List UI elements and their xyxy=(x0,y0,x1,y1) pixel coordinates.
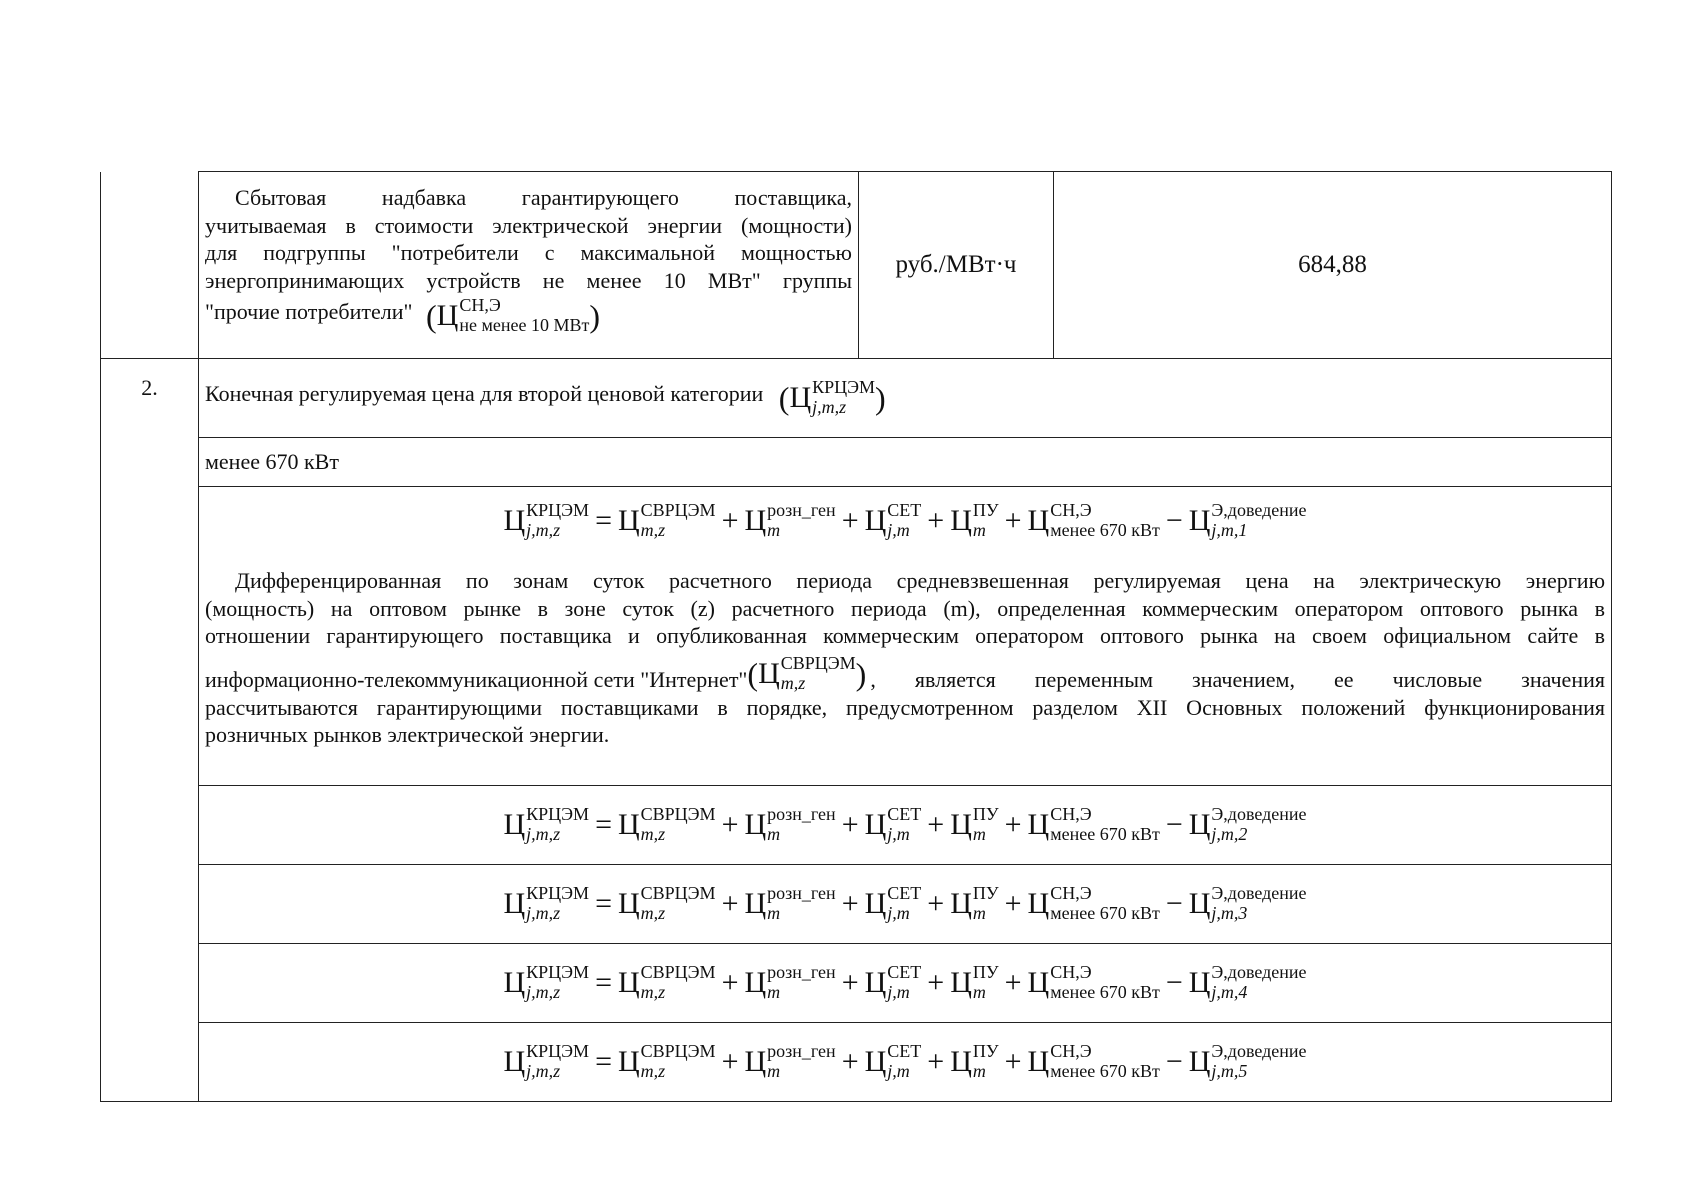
price-symbol-letter: Ц xyxy=(1027,887,1050,920)
price-symbol-letter: Ц xyxy=(864,1045,887,1078)
formula-superscript: СЕТ xyxy=(887,1041,922,1061)
formula-script xyxy=(526,805,589,843)
price-symbol-letter: Ц xyxy=(617,504,640,537)
formula-subscript: m,z xyxy=(780,672,806,693)
formula-script xyxy=(767,501,836,539)
formula-operator: + xyxy=(1004,887,1022,920)
formula-term xyxy=(865,1042,922,1082)
formula-script xyxy=(973,805,999,843)
formula-superscript: СН,Э xyxy=(1050,883,1092,903)
formula-subscript: менее 670 кВт xyxy=(1050,520,1160,540)
formula-term xyxy=(503,501,589,541)
formula-parenthesis: ( xyxy=(747,655,759,692)
formula-subscript: j,m,4 xyxy=(1211,982,1248,1002)
formula-script xyxy=(973,501,999,539)
formula-superscript: СЕТ xyxy=(887,500,922,520)
formula-superscript: КРЦЭМ xyxy=(526,804,590,824)
price-formula xyxy=(205,963,1605,1003)
price-symbol xyxy=(426,296,600,336)
formula-superscript: СЕТ xyxy=(887,962,922,982)
paragraph-line-with-symbol: информационно-телекоммуникационной сети "Интернет" ( Ц СВРЦЭМ m,z ) , является переменным значением, ее числовые значения xyxy=(205,652,1605,693)
formula-subscript: m xyxy=(767,824,781,844)
formula-script xyxy=(887,1042,921,1080)
price-symbol-letter: Ц xyxy=(503,808,526,841)
price-symbol-letter: Ц xyxy=(950,1045,972,1078)
formula-superscript: СН,Э xyxy=(1050,1041,1092,1061)
price-symbol-letter: Ц xyxy=(617,808,640,841)
formula-term xyxy=(618,805,716,845)
formula-term xyxy=(865,963,922,1003)
formula-operator: + xyxy=(927,1045,945,1078)
formula-operator: − xyxy=(1165,966,1183,999)
formula-script xyxy=(767,1042,836,1080)
formula-superscript: СВРЦЭМ xyxy=(640,962,716,982)
wholesale-price-symbol xyxy=(747,654,866,694)
price-symbol-letter: Ц xyxy=(503,887,526,920)
formula-subscript: m xyxy=(972,520,986,540)
price-symbol-letter: Ц xyxy=(1188,966,1211,999)
price-formula xyxy=(205,805,1605,845)
formula-term xyxy=(950,501,998,541)
formula-superscript: КРЦЭМ xyxy=(526,500,590,520)
price-symbol-letter: Ц xyxy=(1188,887,1211,920)
formula-term xyxy=(745,501,836,541)
formula-term xyxy=(745,884,836,924)
value-cell: 684,88 xyxy=(1054,172,1612,359)
price-symbol-letter: Ц xyxy=(1188,808,1211,841)
formula-operator: − xyxy=(1165,808,1183,841)
formula-script xyxy=(1050,884,1160,922)
formula-script xyxy=(1211,805,1306,843)
formula-term xyxy=(503,963,589,1003)
formula-operator: + xyxy=(721,504,739,537)
formula-parenthesis: ) xyxy=(875,380,886,416)
price-symbol-letter: Ц xyxy=(744,887,767,920)
price-symbol-letter: Ц xyxy=(617,966,640,999)
formula-script xyxy=(641,805,716,843)
formula-script xyxy=(1211,963,1306,1001)
desc-line: учитываемая в стоимости электрической энергии (мощности) xyxy=(205,212,852,238)
formula-term xyxy=(503,805,589,845)
formula-script xyxy=(526,884,589,922)
desc-line-with-symbol xyxy=(205,296,852,336)
formula-script xyxy=(767,805,836,843)
price-symbol-letter: Ц xyxy=(864,808,887,841)
formula-subscript: m xyxy=(972,1061,986,1081)
formula-term xyxy=(1189,963,1307,1003)
formula-term xyxy=(745,1042,836,1082)
table-row-sales-markup xyxy=(101,172,1612,359)
formula-subscript: j,m xyxy=(887,1061,910,1081)
formula-parenthesis: ( xyxy=(778,380,790,416)
formula-operator: + xyxy=(841,966,859,999)
formula-script xyxy=(1050,963,1160,1001)
formula-superscript: КРЦЭМ xyxy=(526,883,590,903)
formula-subscript: j,m,z xyxy=(812,397,847,417)
formula-operator: − xyxy=(1165,504,1183,537)
formula-term xyxy=(1028,805,1160,845)
price-symbol-letter: Ц xyxy=(1027,966,1050,999)
formula-cell xyxy=(199,944,1612,1023)
formula-term xyxy=(1028,501,1160,541)
price-symbol-letter: Ц xyxy=(1188,504,1211,537)
formula-subscript: m xyxy=(767,1061,781,1081)
price-symbol-letter: Ц xyxy=(950,966,972,999)
formula-operator: + xyxy=(927,887,945,920)
formula-subscript: m xyxy=(972,982,986,1002)
formula-script xyxy=(887,501,921,539)
formula-subscript: j,m,z xyxy=(526,903,561,923)
formula-subscript: j,m xyxy=(887,824,910,844)
price-symbol-letter: Ц xyxy=(503,504,526,537)
formula-superscript: розн_ген xyxy=(767,962,836,982)
formula-parenthesis: ) xyxy=(855,655,867,692)
formula-script xyxy=(973,963,999,1001)
formula-operator: − xyxy=(1165,887,1183,920)
formula-subscript: j,m,z xyxy=(526,520,561,540)
formula-subscript: менее 670 кВт xyxy=(1050,903,1160,923)
tariff-table xyxy=(100,171,1612,1102)
formula-superscript: розн_ген xyxy=(767,1041,836,1061)
formula-superscript: ПУ xyxy=(972,804,999,824)
formula-script xyxy=(973,1042,999,1080)
formula-operator: + xyxy=(721,966,739,999)
formula-subscript: m,z xyxy=(640,903,666,923)
formula-superscript: розн_ген xyxy=(767,883,836,903)
price-symbol-letter: Ц xyxy=(503,966,526,999)
formula-script xyxy=(526,963,589,1001)
formula-term xyxy=(865,501,922,541)
price-symbol-letter: Ц xyxy=(744,966,767,999)
formula-cell xyxy=(199,487,1612,786)
row-number-cell xyxy=(101,172,199,359)
formula-script xyxy=(1211,501,1306,539)
formula-subscript: m,z xyxy=(640,520,666,540)
formula-superscript: ПУ xyxy=(972,962,999,982)
formula-subscript: j,m xyxy=(887,903,910,923)
row-number-cell: 2. xyxy=(101,359,199,1102)
formula-script xyxy=(887,963,921,1001)
formula-cell xyxy=(199,1023,1612,1102)
formula-superscript: Э,доведение xyxy=(1211,500,1307,520)
table-row-formula-zone-3 xyxy=(101,865,1612,944)
price-formula xyxy=(205,501,1605,541)
desc-line: для подгруппы "потребители с максимальной мощностью xyxy=(205,240,852,265)
formula-term xyxy=(745,963,836,1003)
formula-script xyxy=(1050,1042,1160,1080)
formula-term xyxy=(950,963,998,1003)
formula-script xyxy=(973,884,999,922)
formula-parenthesis: ) xyxy=(589,298,600,334)
formula-operator: + xyxy=(927,504,945,537)
price-symbol-sup: СН,Э xyxy=(459,295,501,315)
formula-script xyxy=(1211,884,1306,922)
price-symbol-letter: Ц xyxy=(950,504,972,537)
formula-term xyxy=(1189,501,1307,541)
formula-term xyxy=(1189,884,1307,924)
formula-superscript: СЕТ xyxy=(887,883,922,903)
formula-operator: − xyxy=(1165,1045,1183,1078)
subheading-cell: менее 670 кВт xyxy=(199,438,1612,487)
formula-operator: + xyxy=(841,504,859,537)
formula-term xyxy=(865,884,922,924)
formula-script xyxy=(641,1042,716,1080)
price-symbol-letter: Ц xyxy=(617,887,640,920)
formula-superscript: ПУ xyxy=(972,1041,999,1061)
unit-cell: руб./МВт·ч xyxy=(859,172,1054,359)
formula-term xyxy=(950,884,998,924)
description-cell xyxy=(199,172,859,359)
formula-superscript: СВРЦЭМ xyxy=(640,804,716,824)
formula-term xyxy=(1028,884,1160,924)
desc-line: Сбытовая надбавка гарантирующего поставщика, xyxy=(235,185,852,210)
price-symbol-letter: Ц xyxy=(436,299,459,332)
formula-term xyxy=(618,884,716,924)
price-symbol-letter: Ц xyxy=(789,381,812,414)
formula-term xyxy=(865,805,922,845)
formula-subscript: j,m,1 xyxy=(1211,520,1248,540)
formula-subscript: j,m,3 xyxy=(1211,903,1248,923)
price-symbol-letter: Ц xyxy=(744,1045,767,1078)
formula-script xyxy=(887,805,921,843)
formula-term xyxy=(1189,1042,1307,1082)
formula-term xyxy=(950,805,998,845)
formula-superscript: розн_ген xyxy=(767,804,836,824)
formula-superscript: КРЦЭМ xyxy=(526,1041,590,1061)
formula-superscript: розн_ген xyxy=(767,500,836,520)
formula-operator: = xyxy=(595,887,612,920)
formula-superscript: СЕТ xyxy=(887,804,922,824)
formula-superscript: СН,Э xyxy=(1050,500,1092,520)
formula-operator: + xyxy=(841,887,859,920)
formula-operator: + xyxy=(721,1045,739,1078)
price-formula xyxy=(205,1042,1605,1082)
formula-operator: + xyxy=(1004,504,1022,537)
formula-superscript: Э,доведение xyxy=(1211,883,1307,903)
price-symbol-letter: Ц xyxy=(864,887,887,920)
formula-term xyxy=(503,884,589,924)
formula-operator: + xyxy=(721,887,739,920)
formula-term xyxy=(618,501,716,541)
formula-subscript: m xyxy=(767,903,781,923)
formula-script xyxy=(1211,1042,1306,1080)
definition-paragraph: Дифференцированная по зонам суток расчетного периода средневзвешенная регулируемая цена на электрическую энергию (мощность) на оптовом рынке в зоне суток (z) расчетного периода (m), определенная коммерческим оператором оптового рынка в отношении гарантирующего поставщика и опубликованная коммерческим оператором оптового рынка на своем официальном сайте в информационно-телекоммуникационной сети "Интернет" ( Ц СВРЦЭМ m,z ) , является переменным значением, ее числовые значения рассчитываются гарантирующими поставщиками в порядке, предусмотренном разделом XII Основных положений функционирования розничных рынков электрической энергии. xyxy=(205,568,1605,747)
desc-line: энергопринимающих устройств не менее 10 МВт" группы xyxy=(205,267,852,293)
formula-superscript: СВРЦЭМ xyxy=(780,652,856,673)
formula-term xyxy=(618,963,716,1003)
formula-superscript: СН,Э xyxy=(1050,804,1092,824)
price-symbol-letter: Ц xyxy=(950,808,972,841)
formula-script xyxy=(526,501,589,539)
formula-term xyxy=(618,1042,716,1082)
formula-subscript: j,m,z xyxy=(526,824,561,844)
formula-parenthesis: ( xyxy=(426,298,437,334)
formula-term xyxy=(1028,963,1160,1003)
formula-subscript: j,m,z xyxy=(526,982,561,1002)
price-symbol-letter: Ц xyxy=(1027,1045,1050,1078)
section-title: Конечная регулируемая цена для второй ценовой категории xyxy=(205,381,764,406)
formula-script xyxy=(767,884,836,922)
formula-subscript: j,m,z xyxy=(526,1061,561,1081)
formula-script xyxy=(526,1042,589,1080)
formula-script xyxy=(641,963,716,1001)
table-row-subheading xyxy=(101,438,1612,487)
price-symbol-letter: Ц xyxy=(1188,1045,1211,1078)
formula-term xyxy=(503,1042,589,1082)
formula-script xyxy=(1050,805,1160,843)
price-symbol-letter: Ц xyxy=(1027,808,1050,841)
formula-superscript: Э,доведение xyxy=(1211,1041,1307,1061)
price-symbol-letter: Ц xyxy=(758,656,780,690)
formula-operator: = xyxy=(595,966,612,999)
table-row-section-title xyxy=(101,359,1612,438)
price-symbol-letter: Ц xyxy=(1027,504,1050,537)
formula-subscript: j,m,2 xyxy=(1211,824,1248,844)
formula-script xyxy=(1050,501,1160,539)
formula-cell xyxy=(199,786,1612,865)
price-symbol-letter: Ц xyxy=(864,504,887,537)
table-row-formula-zone-4 xyxy=(101,944,1612,1023)
formula-cell xyxy=(199,865,1612,944)
formula-operator: + xyxy=(841,1045,859,1078)
formula-operator: + xyxy=(1004,808,1022,841)
formula-script xyxy=(887,884,921,922)
price-symbol-letter: Ц xyxy=(744,504,767,537)
formula-subscript: m xyxy=(972,824,986,844)
formula-superscript: СВРЦЭМ xyxy=(640,500,716,520)
formula-subscript: j,m,5 xyxy=(1211,1061,1248,1081)
section-title-cell xyxy=(199,359,1612,438)
price-symbol-letter: Ц xyxy=(617,1045,640,1078)
desc-line: "прочие потребители" xyxy=(205,299,413,324)
formula-term xyxy=(745,805,836,845)
formula-superscript: ПУ xyxy=(972,883,999,903)
formula-script xyxy=(641,884,716,922)
formula-subscript: m xyxy=(767,520,781,540)
formula-superscript: КРЦЭМ xyxy=(526,962,590,982)
formula-script xyxy=(459,296,589,334)
price-symbol-letter: Ц xyxy=(864,966,887,999)
formula-subscript: менее 670 кВт xyxy=(1050,824,1160,844)
price-symbol-sub: не менее 10 МВт xyxy=(459,315,590,335)
formula-superscript: СН,Э xyxy=(1050,962,1092,982)
formula-superscript: ПУ xyxy=(972,500,999,520)
formula-subscript: m,z xyxy=(640,982,666,1002)
formula-script xyxy=(641,501,716,539)
formula-script xyxy=(781,654,856,692)
price-symbol-letter: Ц xyxy=(503,1045,526,1078)
formula-script xyxy=(767,963,836,1001)
section-title-symbol xyxy=(779,378,886,418)
price-symbol-letter: Ц xyxy=(744,808,767,841)
formula-script xyxy=(812,378,875,416)
price-symbol-letter: Ц xyxy=(950,887,972,920)
formula-operator: = xyxy=(595,504,612,537)
table-row-formula-zone-5 xyxy=(101,1023,1612,1102)
formula-superscript: СВРЦЭМ xyxy=(640,1041,716,1061)
formula-subscript: m,z xyxy=(640,824,666,844)
formula-operator: + xyxy=(927,808,945,841)
formula-term xyxy=(950,1042,998,1082)
formula-operator: + xyxy=(1004,966,1022,999)
formula-subscript: j,m xyxy=(887,982,910,1002)
formula-subscript: m,z xyxy=(640,1061,666,1081)
formula-operator: = xyxy=(595,808,612,841)
formula-operator: = xyxy=(595,1045,612,1078)
formula-superscript: КРЦЭМ xyxy=(812,377,876,397)
formula-subscript: менее 670 кВт xyxy=(1050,1061,1160,1081)
formula-term xyxy=(1189,805,1307,845)
table-row-formula-zone-1 xyxy=(101,487,1612,786)
formula-subscript: m xyxy=(972,903,986,923)
formula-superscript: Э,доведение xyxy=(1211,962,1307,982)
formula-subscript: менее 670 кВт xyxy=(1050,982,1160,1002)
formula-operator: + xyxy=(721,808,739,841)
table-row-formula-zone-2 xyxy=(101,786,1612,865)
formula-operator: + xyxy=(841,808,859,841)
formula-superscript: Э,доведение xyxy=(1211,804,1307,824)
price-formula xyxy=(205,884,1605,924)
formula-operator: + xyxy=(927,966,945,999)
formula-subscript: m xyxy=(767,982,781,1002)
formula-term xyxy=(1028,1042,1160,1082)
formula-operator: + xyxy=(1004,1045,1022,1078)
formula-superscript: СВРЦЭМ xyxy=(640,883,716,903)
formula-subscript: j,m xyxy=(887,520,910,540)
